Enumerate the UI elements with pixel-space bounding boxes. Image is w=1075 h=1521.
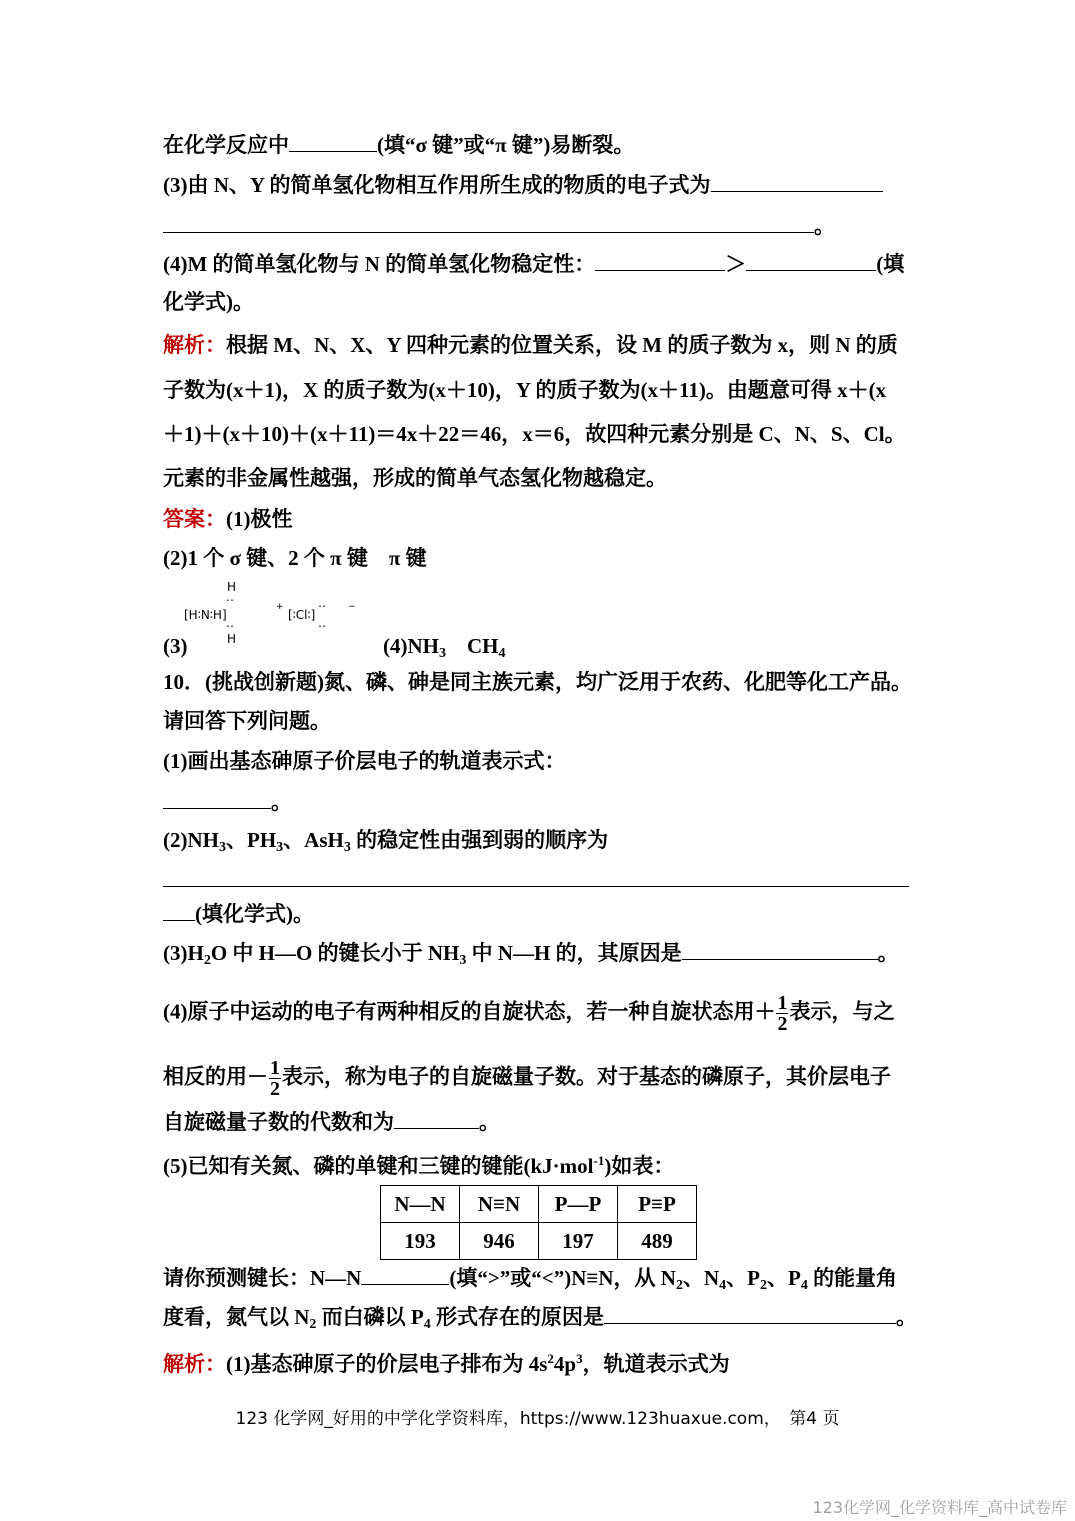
lewis-charge: − — [348, 602, 356, 612]
answer-line — [163, 505, 293, 533]
greater-than: ＞ — [725, 252, 747, 276]
text: 表示，与之 — [789, 999, 895, 1024]
text: 元素的非金属性越强，形成的简单气态氢化物越稳定。 — [163, 466, 667, 490]
superscript: 3 — [576, 1351, 583, 1366]
question-line — [163, 288, 254, 316]
table-header-cell: P≡P — [618, 1186, 697, 1223]
text: 10．(挑战创新题)氮、磷、砷是同主族元素，均广泛用于农药、化肥等化工产品。 — [163, 670, 912, 694]
table-row — [381, 1223, 697, 1260]
text: 相反的用－ — [163, 1064, 268, 1089]
text: 根据 M、N、X、Y 四种元素的位置关系，设 M 的质子数为 x，则 N 的质 — [226, 333, 898, 357]
answer-label: 答案： — [163, 507, 226, 531]
watermark: 123化学网_化学资料库_高中试卷库 — [812, 1498, 1067, 1517]
question-10 — [163, 668, 912, 696]
text: 中 N—H 的，其原因是 — [466, 941, 682, 965]
text: (3)H — [163, 941, 204, 965]
answer-blank[interactable] — [361, 1264, 449, 1285]
text: 形式存在的原因是 — [430, 1305, 604, 1329]
bond-energy-table — [380, 1185, 697, 1260]
text: O 中 H—O 的键长小于 NH — [210, 941, 460, 965]
text: 的稳定性由强到弱的顺序为 — [350, 828, 609, 852]
subscript: 3 — [439, 646, 446, 661]
subscript: 3 — [343, 840, 351, 855]
subscript: 2 — [203, 953, 211, 968]
question-line — [163, 131, 634, 159]
text: ＋1)＋(x＋10)＋(x＋11)＝4x＋22＝46，x＝6，故四种元素分别是 C、N、S、Cl。 — [163, 422, 906, 446]
analysis-label: 解析： — [163, 333, 226, 357]
analysis-line — [163, 420, 906, 448]
table-cell: 946 — [460, 1223, 539, 1260]
fraction-numerator: 1 — [777, 992, 788, 1014]
text: (2)NH — [163, 828, 219, 852]
fraction-one-half — [776, 993, 788, 1034]
subscript: 3 — [276, 840, 284, 855]
text: (3)由 N、Y 的简单氢化物相互作用所生成的物质的电子式为 — [163, 173, 711, 197]
subscript: 3 — [459, 953, 467, 968]
lewis-dots: ‥ — [226, 590, 235, 604]
question-3 — [163, 171, 883, 199]
subscript: 2 — [309, 1317, 317, 1332]
fraction-one-half — [269, 1058, 281, 1099]
answer-blank[interactable] — [394, 1108, 479, 1129]
text: 。 — [271, 790, 292, 814]
answer-blank[interactable] — [595, 250, 725, 271]
table-header-row — [381, 1186, 697, 1223]
text: (4)原子中运动的电子有两种相反的自旋状态，若一种自旋状态用＋ — [163, 999, 776, 1024]
fraction-numerator: 1 — [270, 1057, 280, 1079]
lewis-charge: + — [276, 602, 284, 612]
text: (4)M 的简单氢化物与 N 的简单氢化物稳定性： — [163, 252, 596, 276]
question-10-4 — [163, 993, 894, 1034]
text: (3) — [163, 634, 188, 658]
table-cell: 197 — [539, 1223, 618, 1260]
text: 表示，称为电子的自旋磁量子数。对于基态的磷原子，其价层电子 — [282, 1064, 891, 1089]
text: (4)NH — [383, 634, 439, 658]
answer-blank[interactable] — [711, 171, 883, 192]
text: 请回答下列问题。 — [163, 709, 331, 733]
lewis-dots: ‥ — [226, 616, 235, 630]
text: 子数为(x＋1)，X 的质子数为(x＋10)，Y 的质子数为(x＋11)。由题意可得 x＋(x — [163, 378, 887, 402]
subscript: 4 — [719, 1278, 727, 1293]
text: (1)画出基态砷原子价层电子的轨道表示式： — [163, 749, 566, 773]
text: 请你预测键长：N—N — [163, 1266, 362, 1290]
lewis-ammonium: [H∶N∶H] — [184, 608, 227, 622]
text: (填“>”或“<”)N≡N，从 N — [449, 1266, 676, 1290]
fraction-denominator: 2 — [777, 1013, 788, 1035]
text: )如表： — [604, 1154, 675, 1178]
answer-blank[interactable] — [163, 866, 909, 887]
question-line — [163, 900, 314, 928]
table-cell: 489 — [618, 1223, 697, 1260]
text: (填化学式)。 — [195, 902, 314, 926]
answer-4 — [383, 632, 506, 668]
analysis-label: 解析： — [163, 1352, 226, 1376]
text: (填“σ 键”或“π 键”)易断裂。 — [377, 133, 635, 157]
analysis-line — [163, 331, 898, 359]
superscript: 2 — [547, 1351, 554, 1366]
text: 在化学反应中 — [163, 133, 289, 157]
answer-line — [163, 544, 427, 572]
table-header-cell: P—P — [539, 1186, 618, 1223]
question-10-6 — [163, 1264, 897, 1300]
question-line — [163, 1303, 917, 1339]
text: (5)已知有关氮、磷的单键和三键的键能(kJ·mol — [163, 1154, 594, 1178]
text: (填 — [876, 252, 905, 276]
subscript: 2 — [675, 1278, 683, 1293]
lewis-dots: ‥ — [318, 596, 327, 610]
electron-formula-nh4cl — [184, 580, 384, 646]
answer-blank[interactable] — [682, 939, 878, 960]
question-10-3 — [163, 939, 899, 975]
text: 。 — [479, 1110, 500, 1134]
question-10-1 — [163, 747, 566, 775]
text: 而白磷以 P — [316, 1305, 424, 1329]
question-line — [163, 788, 292, 816]
subscript: 4 — [800, 1278, 808, 1293]
question-line — [163, 707, 331, 735]
answer-blank[interactable] — [163, 900, 195, 921]
text: 。 — [877, 941, 899, 965]
text: 、P — [766, 1266, 801, 1290]
analysis-line — [163, 376, 886, 404]
text: 、PH — [226, 828, 277, 852]
text: 、AsH — [283, 828, 344, 852]
page-footer: 123 化学网_好用的中学化学资料库，https://www.123huaxue.com， 第4 页 — [235, 1409, 840, 1429]
text: 化学式)。 — [163, 290, 254, 314]
answer-line — [163, 632, 506, 661]
lewis-dots: ‥ — [318, 616, 327, 630]
subscript: 3 — [219, 840, 226, 855]
answer-blank[interactable] — [163, 212, 814, 233]
question-line — [163, 866, 909, 894]
lewis-h-bottom: H — [227, 632, 237, 646]
table-header-cell: N—N — [381, 1186, 460, 1223]
text: ，轨道表示式为 — [582, 1352, 730, 1376]
table-cell: 193 — [381, 1223, 460, 1260]
subscript: 4 — [423, 1317, 431, 1332]
answer-blank[interactable] — [163, 788, 271, 809]
answer-blank[interactable] — [289, 131, 377, 152]
text: 。 — [814, 214, 835, 238]
text: 。 — [896, 1305, 917, 1329]
fraction-denominator: 2 — [270, 1078, 280, 1100]
text: (1)极性 — [226, 507, 293, 531]
text: (2)1 个 σ 键、2 个 π 键 π 键 — [163, 546, 427, 570]
subscript: 4 — [498, 646, 506, 661]
superscript: -1 — [593, 1153, 605, 1168]
text: 度看，氮气以 N — [163, 1305, 310, 1329]
question-10-2 — [163, 826, 608, 862]
text: CH — [446, 634, 499, 658]
text: 的能量角 — [807, 1266, 898, 1290]
question-line — [163, 212, 835, 240]
table-header-cell: N≡N — [460, 1186, 539, 1223]
answer-blank[interactable] — [746, 250, 876, 271]
answer-blank[interactable] — [604, 1303, 896, 1324]
text: 4p — [553, 1352, 577, 1376]
question-line — [163, 1058, 891, 1099]
analysis-line — [163, 464, 667, 492]
subscript: 2 — [759, 1278, 767, 1293]
text: 、P — [726, 1266, 760, 1290]
question-10-5 — [163, 1147, 674, 1180]
lewis-h-top: H — [227, 580, 237, 594]
analysis-line — [163, 1345, 730, 1378]
text: 、N — [682, 1266, 720, 1290]
lewis-chloride: [∶Cl∶] — [288, 608, 316, 622]
text: 自旋磁量子数的代数和为 — [163, 1110, 394, 1134]
text: (1)基态砷原子的价层电子排布为 4s — [226, 1352, 548, 1376]
question-line — [163, 1108, 500, 1136]
question-4 — [163, 250, 904, 278]
